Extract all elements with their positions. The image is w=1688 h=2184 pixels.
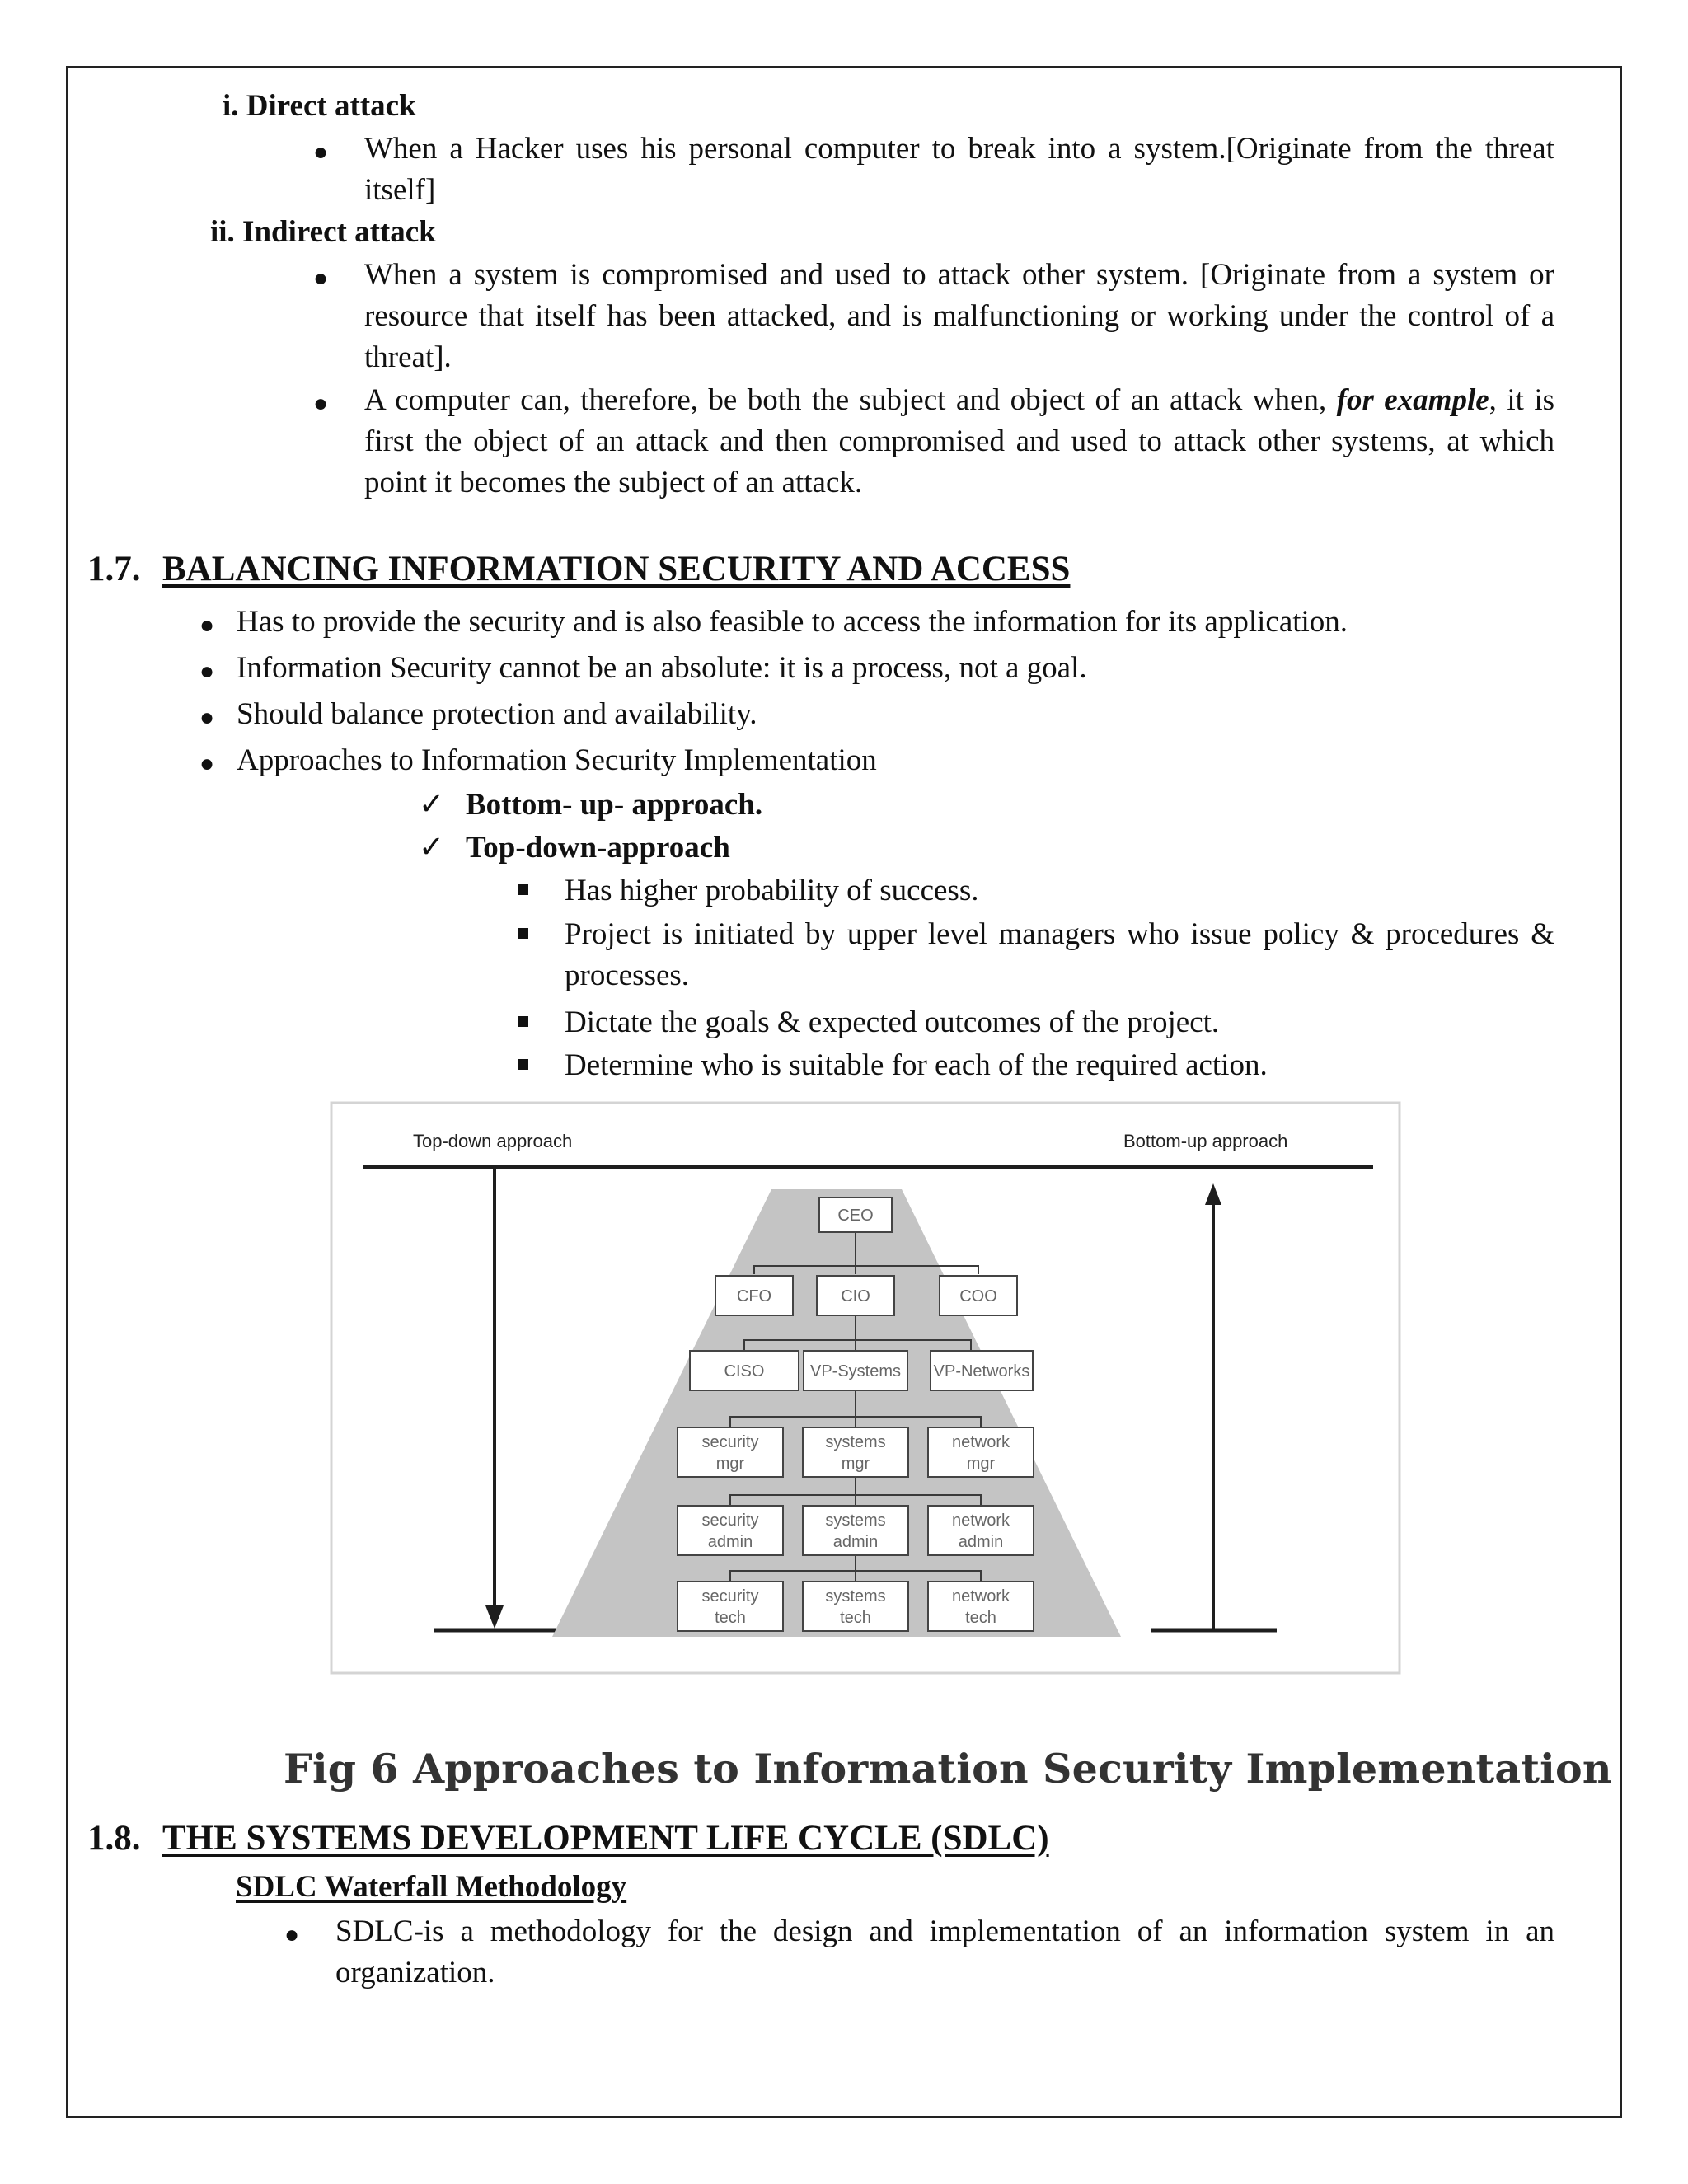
indirect-attack-bullet-1: When a system is compromised and used to attack other system. [Originate from a system or resource that itself has been attacked, and is malfunctioning or working under the control of a threat]. bbox=[364, 258, 1554, 374]
svg-text:CIO: CIO bbox=[841, 1287, 870, 1305]
section-17-title: BALANCING INFORMATION SECURITY AND ACCESS bbox=[162, 550, 1071, 588]
org-box-cfo bbox=[715, 1276, 793, 1315]
svg-text:admin: admin bbox=[958, 1533, 1004, 1551]
org-box-security-mgr bbox=[678, 1427, 783, 1477]
square-item: Dictate the goals & expected outcomes of the project. bbox=[565, 1005, 1220, 1039]
indirect-attack-bullet-2: A computer can, therefore, be both the subject and object of an attack when, for example, it is first the object of an attack and then compromised and used to attack other systems, at which point it becomes the subject of an attack. bbox=[364, 383, 1554, 499]
check-icon: ✓ bbox=[419, 788, 445, 822]
svg-text:network: network bbox=[951, 1433, 1010, 1451]
bullet-dot: ● bbox=[313, 390, 329, 417]
square-item: Determine who is suitable for each of the required action. bbox=[565, 1048, 1268, 1082]
bullet-dot: ● bbox=[199, 704, 215, 731]
svg-text:tech: tech bbox=[715, 1609, 746, 1627]
org-box-security-tech bbox=[678, 1582, 783, 1631]
svg-text:mgr: mgr bbox=[966, 1455, 996, 1473]
svg-text:VP-Systems: VP-Systems bbox=[809, 1362, 902, 1380]
org-box-cio bbox=[817, 1276, 894, 1315]
bullet-dot: ● bbox=[199, 658, 215, 685]
svg-text:tech: tech bbox=[840, 1609, 871, 1627]
top-down-label: Top-down approach bbox=[413, 1131, 573, 1151]
direct-attack-heading: i. Direct attack bbox=[223, 89, 416, 123]
section-17-bullet: Approaches to Information Security Implementation bbox=[237, 743, 877, 777]
org-box-ciso bbox=[690, 1351, 799, 1390]
svg-text:tech: tech bbox=[965, 1609, 996, 1627]
check-icon: ✓ bbox=[419, 831, 445, 865]
section-17-bullet: Has to provide the security and is also feasible to access the information for its application. bbox=[237, 605, 1348, 639]
bullet-dot: ● bbox=[313, 138, 329, 166]
check-item: Top-down-approach bbox=[466, 831, 730, 865]
bottom-up-label: Bottom-up approach bbox=[1123, 1131, 1288, 1151]
svg-text:admin: admin bbox=[832, 1533, 879, 1551]
square-bullet-icon bbox=[518, 928, 528, 939]
svg-text:CEO: CEO bbox=[837, 1207, 874, 1225]
square-item: Has higher probability of success. bbox=[565, 874, 979, 907]
org-box-security-admin bbox=[678, 1506, 783, 1555]
org-box-ceo bbox=[819, 1197, 892, 1232]
svg-text:VP-Networks: VP-Networks bbox=[933, 1362, 1030, 1380]
section-17-bullet: Information Security cannot be an absolute: it is a process, not a goal. bbox=[237, 651, 1087, 685]
svg-text:security: security bbox=[701, 1433, 759, 1451]
svg-text:COO: COO bbox=[959, 1287, 997, 1305]
svg-text:systems: systems bbox=[825, 1511, 886, 1530]
bullet-dot: ● bbox=[199, 750, 215, 777]
approaches-diagram bbox=[330, 1101, 1401, 1675]
svg-text:network: network bbox=[951, 1587, 1010, 1605]
check-item: Bottom- up- approach. bbox=[466, 788, 763, 822]
bullet-dot: ● bbox=[313, 265, 329, 292]
svg-text:systems: systems bbox=[825, 1587, 886, 1605]
indirect-attack-heading: ii. Indirect attack bbox=[210, 215, 436, 249]
section-17-bullet: Should balance protection and availability. bbox=[237, 697, 757, 731]
svg-text:security: security bbox=[701, 1587, 759, 1605]
org-box-systems-mgr bbox=[803, 1427, 908, 1477]
org-box-vp-systems bbox=[804, 1351, 907, 1390]
svg-text:systems: systems bbox=[825, 1433, 886, 1451]
org-box-vp-networks bbox=[931, 1351, 1033, 1390]
svg-text:CISO: CISO bbox=[724, 1362, 765, 1380]
bullet-dot: ● bbox=[199, 612, 215, 639]
section-17-number: 1.7. bbox=[87, 550, 141, 588]
org-box-coo bbox=[940, 1276, 1017, 1315]
square-bullet-icon bbox=[518, 884, 528, 895]
figure-caption: Fig 6 Approaches to Information Security Implementation bbox=[284, 1745, 1612, 1793]
svg-text:CFO: CFO bbox=[736, 1287, 772, 1305]
org-box-network-admin bbox=[928, 1506, 1034, 1555]
sdlc-bullet: SDLC-is a methodology for the design and implementation of an information system in an organization. bbox=[335, 1915, 1554, 1990]
section-18-title: THE SYSTEMS DEVELOPMENT LIFE CYCLE (SDLC) bbox=[162, 1819, 1049, 1858]
svg-text:mgr: mgr bbox=[841, 1455, 870, 1473]
sdlc-subheading: SDLC Waterfall Methodology bbox=[236, 1870, 627, 1904]
direct-attack-bullet: When a Hacker uses his personal computer to break into a system.[Originate from the threat itself] bbox=[364, 132, 1554, 207]
section-18-number: 1.8. bbox=[87, 1819, 141, 1858]
svg-text:admin: admin bbox=[707, 1533, 753, 1551]
svg-text:security: security bbox=[701, 1511, 759, 1530]
svg-text:network: network bbox=[951, 1511, 1010, 1530]
org-box-network-mgr bbox=[928, 1427, 1034, 1477]
org-box-systems-admin bbox=[803, 1506, 908, 1555]
bullet-dot: ● bbox=[284, 1921, 300, 1948]
square-bullet-icon bbox=[518, 1016, 528, 1027]
svg-text:mgr: mgr bbox=[715, 1455, 745, 1473]
square-item: Project is initiated by upper level managers who issue policy & procedures & processes. bbox=[565, 917, 1554, 992]
org-box-systems-tech bbox=[803, 1582, 908, 1631]
square-bullet-icon bbox=[518, 1059, 528, 1070]
org-box-network-tech bbox=[928, 1582, 1034, 1631]
